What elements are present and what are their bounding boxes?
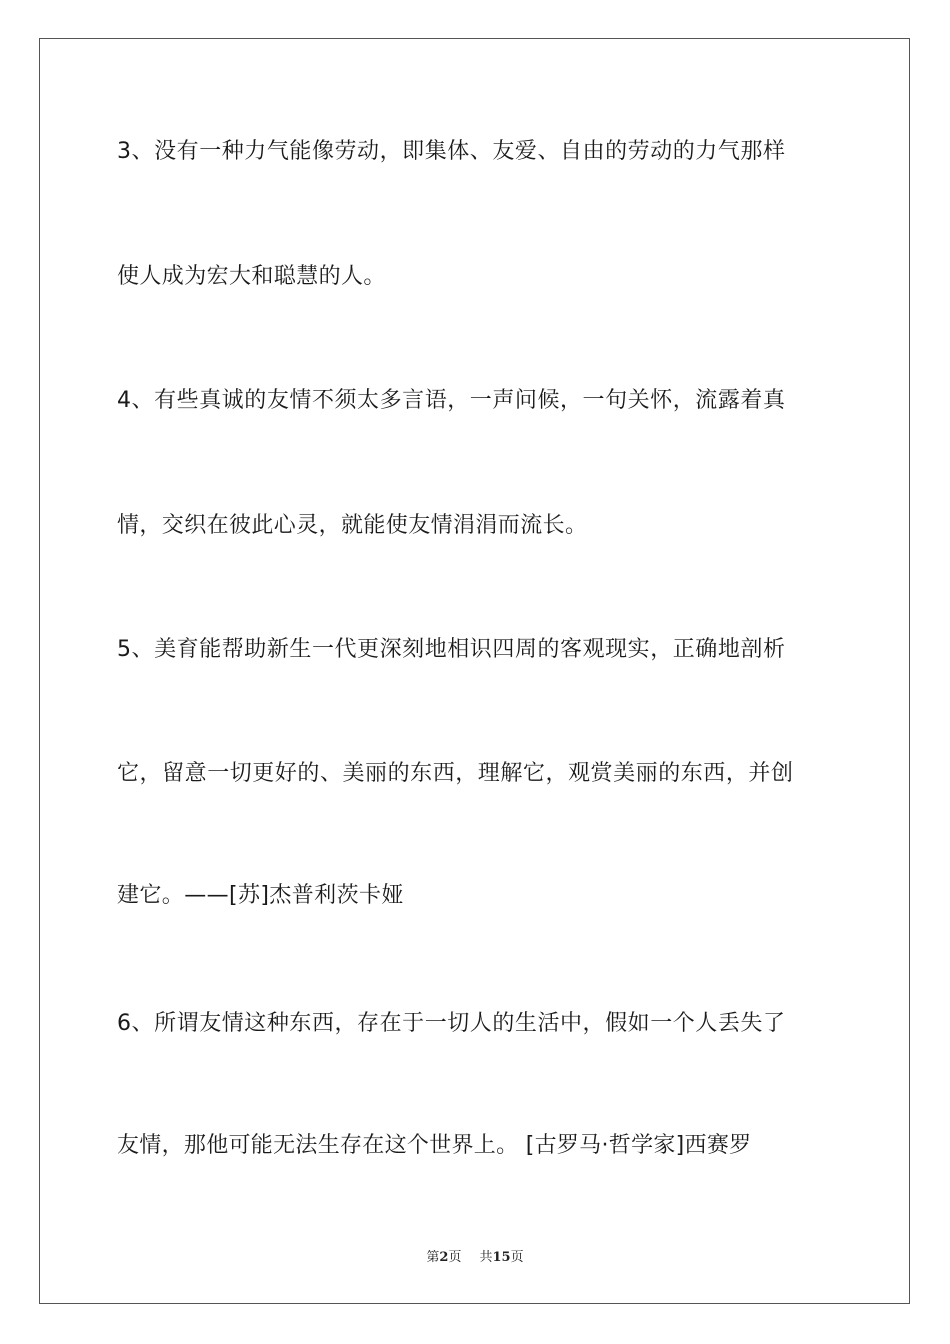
paragraph-6-line-2: 友情，那他可能无法生存在这个世界上。 [古罗马·哲学家]西赛罗 (117, 1133, 752, 1158)
page-suffix: 页 (448, 1250, 462, 1265)
page-number: 2 (439, 1250, 449, 1265)
paragraph-5-line-1: 5、美育能帮助新生一代更深刻地相识四周的客观现实，正确地剖析 (117, 637, 786, 662)
paragraph-5-line-3: 建它。——[苏]杰普利茨卡娅 (117, 883, 404, 908)
paragraph-3-line-2: 使人成为宏大和聪慧的人。 (117, 264, 386, 289)
paragraph-3-line-1: 3、没有一种力气能像劳动，即集体、友爱、自由的劳动的力气那样 (117, 139, 786, 164)
paragraph-4-line-1: 4、有些真诚的友情不须太多言语，一声问候，一句关怀，流露着真 (117, 388, 786, 413)
paragraph-6-line-1: 6、所谓友情这种东西，存在于一切人的生活中，假如一个人丢失了 (117, 1011, 786, 1036)
total-pages: 15 (492, 1250, 511, 1265)
page-prefix: 第 (426, 1250, 440, 1265)
page-footer (0, 1249, 950, 1267)
paragraph-4-line-2: 情，交织在彼此心灵，就能使友情涓涓而流长。 (117, 513, 588, 538)
page-border (39, 38, 910, 1304)
paragraph-5-line-2: 它，留意一切更好的、美丽的东西，理解它，观赏美丽的东西，并创 (117, 761, 794, 786)
total-suffix: 页 (510, 1250, 524, 1265)
total-prefix: 共 (479, 1250, 493, 1265)
